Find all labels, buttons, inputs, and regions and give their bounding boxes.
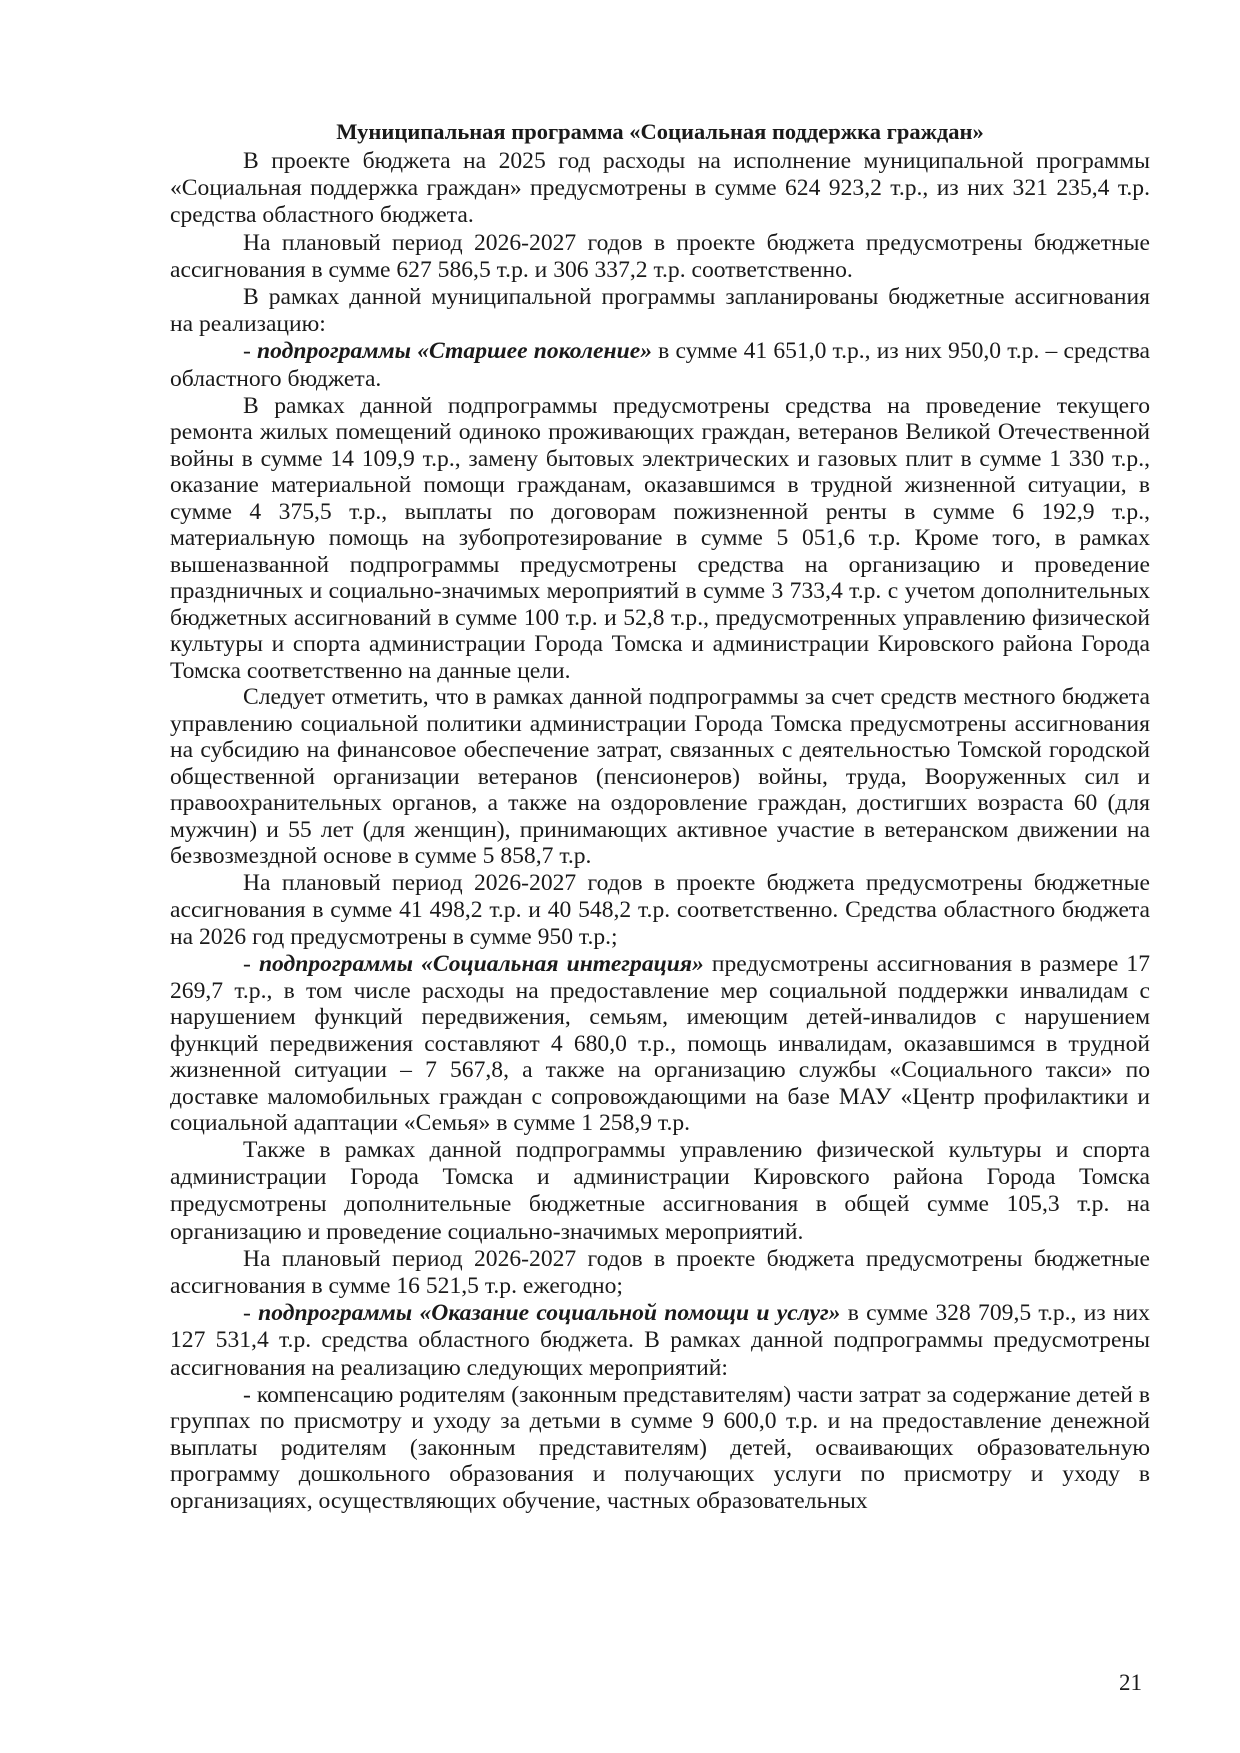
paragraph-older-generation-details: В рамках данной подпрограммы предусмотрены средства на проведение текущего ремонта жилых помещений одиноко проживающих граждан, ветеранов Великой Отечественной войны в сумме 14 109,9 т.р., замену бытовых электрических и газовых плит в сумме 1 330 т.р., оказание материальной помощи гражданам, оказавшимся в трудной жизненной ситуации, в сумме 4 375,5 т.р., выплаты по договорам пожизненной ренты в сумме 6 192,9 т.р., материальную помощь на зубопротезирование в сумме 5 051,6 т.р. Кроме того, в рамках вышеназванной подпрограммы предусмотрены средства на организацию и проведение праздничных и социально-значимых мероприятий в сумме 3 733,4 т.р. с учетом дополнительных бюджетных ассигнований в сумме 100 т.р. и 52,8 т.р., предусмотренных управлению физической культуры и спорта администрации Города Томска и администрации Кировского района Города Томска соответственно на данные цели. [170,392,1150,684]
page-number: 21 [1119,1670,1142,1695]
paragraph-plan-2026-2027: На плановый период 2026-2027 годов в проекте бюджета предусмотрены бюджетные ассигнования в сумме 627 586,5 т.р. и 306 337,2 т.р. соответственно. [170,229,1150,283]
paragraph-subprogram-older-generation: - подпрограммы «Старшее поколение» в сумме 41 651,0 т.р., из них 950,0 т.р. – средства областного бюджета. [170,338,1150,392]
paragraph-budget-2025: В проекте бюджета на 2025 год расходы на исполнение муниципальной программы «Социальная поддержка граждан» предусмотрены в сумме 624 923,2 т.р., из них 321 235,4 т.р. средства областного бюджета. [170,148,1150,229]
paragraph-social-integration-plan: На плановый период 2026-2027 годов в проекте бюджета предусмотрены бюджетные ассигнования в сумме 16 521,5 т.р. ежегодно; [170,1245,1150,1299]
paragraph-subprogram-social-integration: - подпрограммы «Социальная интеграция» предусмотрены ассигнования в размере 17 269,7 т.р., в том числе расходы на предоставление мер социальной поддержки инвалидам с нарушением функций передвижения, семьям, имеющим детей-инвалидов с нарушением функций передвижения составляют 4 680,0 т.р., помощь инвалидам, оказавшимся в трудной жизненной ситуации – 7 567,8, а также на организацию службы «Социального такси» по доставке маломобильных граждан с сопровождающими на базе МАУ «Центр профилактики и социальной адаптации «Семья» в сумме 1 258,9 т.р. [170,951,1150,1137]
subprogram-social-assistance-name: подпрограммы «Оказание социальной помощи и услуг» [258,1300,841,1327]
page-title: Муниципальная программа «Социальная поддержка граждан» [336,119,984,144]
subprogram-social-integration-name: подпрограммы «Социальная интеграция» [258,951,704,978]
document-page [170,118,1150,1514]
paragraph-parent-compensation: - компенсацию родителям (законным представителям) части затрат за содержание детей в группах по присмотру и уходу за детьми в сумме 9 600,0 т.р. и на предоставление денежной выплаты родителям (законным представителям) детей, осваивающих образовательную программу дошкольного образования и получающих услуги по присмотру и уходу в организациях, осуществляющих обучение, частных образовательных [170,1381,1150,1514]
paragraph-older-generation-plan: На плановый период 2026-2027 годов в проекте бюджета предусмотрены бюджетные ассигнования в сумме 41 498,2 т.р. и 40 548,2 т.р. соответственно. Средства областного бюджета на 2026 год предусмотрены в сумме 950 т.р.; [170,869,1150,951]
subprogram-older-generation-name: подпрограммы «Старшее поколение» [257,338,653,365]
paragraph-subprogram-social-assistance: - подпрограммы «Оказание социальной помощи и услуг» в сумме 328 709,5 т.р., из них 127 531,4 т.р. средства областного бюджета. В рамках данной подпрограммы предусмотрены ассигнования на реализацию следующих мероприятий: [170,1300,1150,1381]
paragraph-veterans-organization: Следует отметить, что в рамках данной подпрограммы за счет средств местного бюджета управлению социальной политики администрации Города Томска предусмотрены ассигнования на субсидию на финансовое обеспечение затрат, связанных с деятельностью Томской городской общественной организации ветеранов (пенсионеров) войны, труда, Вооруженных сил и правоохранительных органов, а также на оздоровление граждан, достигших возраста 60 (для мужчин) и 55 лет (для женщин), принимающих активное участие в ветеранском движении на безвозмездной основе в сумме 5 858,7 т.р. [170,684,1150,870]
paragraph-allocations-intro: В рамках данной муниципальной программы запланированы бюджетные ассигнования на реализацию: [170,284,1150,338]
paragraph-social-integration-extra: Также в рамках данной подпрограммы управлению физической культуры и спорта администрации Города Томска и администрации Кировского района Города Томска предусмотрены дополнительные бюджетные ассигнования в общей сумме 105,3 т.р. на организацию и проведение социально-значимых мероприятий. [170,1136,1150,1245]
